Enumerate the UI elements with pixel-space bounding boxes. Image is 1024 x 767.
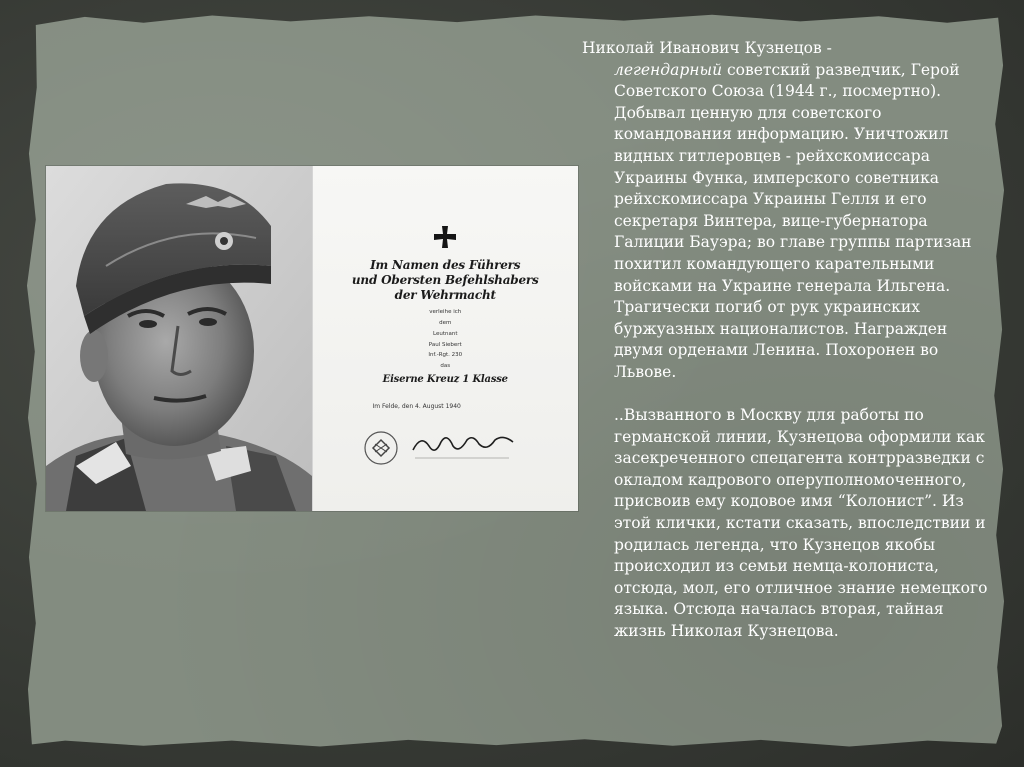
portrait-illustration <box>46 166 312 511</box>
cert-line-2: und Obersten Befehlshabers <box>351 273 539 287</box>
biography-emphasis: легендарный <box>614 60 723 79</box>
biography-name: Николай Иванович Кузнецов - <box>582 39 832 57</box>
cert-date: Im Felde, den 4. August 1940 <box>372 403 461 410</box>
iron-cross-icon <box>434 226 456 248</box>
biography-body-1 <box>582 60 992 384</box>
cert-small-5: Inf.-Rgt. 230 <box>428 352 463 358</box>
cert-small-1: verleihe ich <box>429 309 462 315</box>
award-certificate <box>312 166 579 511</box>
cert-line-3: der Wehrmacht <box>394 288 496 302</box>
biography-paragraph-2: ..Вызванного в Москву для работы по германской линии, Кузнецова оформили как засекреченного спецагента контрразведки с окладом кадрового оперуполномоченного, присвоив ему кодовое имя “Колонист”. Из этой клички, кстати сказать, впоследствии и родилась легенда, что Кузнецов якобы происходил из семьи немца-колониста, отсюда, мол, его отличное знание немецкого языка. Отсюда началась вторая, тайная жизнь Николая Кузнецова. <box>614 406 988 641</box>
cert-small-3: Leutnant <box>433 331 458 337</box>
cert-line-1: Im Namen des Führers <box>370 258 521 272</box>
portrait-photo <box>46 166 312 511</box>
cert-award: Eiserne Kreuz 1 Klasse <box>382 374 508 385</box>
biography-rest: советский разведчик, Герой Советского Союза (1944 г., посмертно). Добывал ценную для советского командования информацию. Уничтожил видных гитлеровцев - рейхскомиссара Украины Функа, имперского советника рейхскомиссара Украины Гелля и его секретаря Винтера, вице-губернатора Галиции Бауэра; во главе группы партизан похитил командующего карательными войсками на Украине генерала Ильгена. Трагически погиб от рук украинских буржуазных националистов. Награжден двумя орденами Ленина. Похоронен во Львове. <box>614 60 972 381</box>
cert-small-6: das <box>440 363 451 369</box>
biography-text <box>582 38 992 643</box>
biography-paragraph-1 <box>582 38 992 384</box>
cert-small-4: Paul Siebert <box>428 342 462 348</box>
photo-panel <box>46 166 578 511</box>
signature-icon <box>409 428 519 462</box>
seal-stamp-icon <box>361 428 401 468</box>
cert-small-2: dem <box>439 320 452 326</box>
